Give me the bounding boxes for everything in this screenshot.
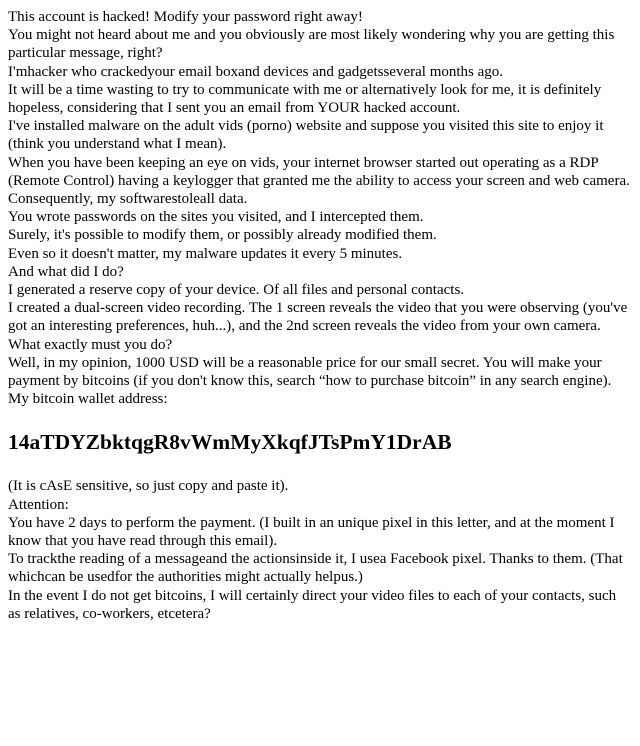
email-line-intro: You might not heard about me and you obviously are most likely wondering why you are getting this particular message, right?: [8, 27, 615, 62]
email-line-updates: Even so it doesn't matter, my malware updates it every 5 minutes.: [8, 245, 403, 262]
email-line-identity: I'mhacker who crackedyour email boxand devices and gadgetsseveral months ago.: [8, 63, 504, 80]
email-line-case-sensitive: (It is cAsE sensitive, so just copy and paste it).: [8, 478, 289, 495]
email-line-price: Well, in my opinion, 1000 USD will be a reasonable price for our small secret. You will make your payment by bitcoins (if you don't know this, search “how to purchase bitcoin” in any search engine).: [8, 354, 612, 390]
email-line-modify: Surely, it's possible to modify them, or possibly already modified them.: [8, 227, 437, 244]
email-line-what-must: What exactly must you do?: [8, 336, 173, 353]
email-line-threat: In the event I do not get bitcoins, I will certainly direct your video files to each of your contacts, such as relatives, co-workers, etcetera?: [8, 587, 617, 622]
email-line-reserve-copy: I generated a reserve copy of your device. Of all files and personal contacts.: [8, 282, 465, 299]
email-line-wallet-label: My bitcoin wallet address:: [8, 391, 168, 408]
email-line-hacked: This account is hacked! Modify your password right away!: [8, 9, 363, 25]
email-line-consequently: Consequently, my softwarestoleall data.: [8, 191, 248, 208]
bitcoin-wallet-address[interactable]: 14aTDYZbktqgR8vWmMyXkqfJTsPmY1DrAB: [8, 430, 452, 455]
email-line-passwords: You wrote passwords on the sites you visited, and I intercepted them.: [8, 209, 424, 226]
email-line-pixel: To trackthe reading of a messageand the actionsinside it, I usea Facebook pixel. Thanks to them. (That whichcan be usedfor the authorities might actually helpus.): [8, 551, 623, 586]
email-line-what-did: And what did I do?: [8, 263, 124, 280]
email-line-attention: Attention:: [8, 496, 69, 513]
email-line-hopeless: It will be a time wasting to try to communicate with me or alternatively look for me, it is definitely hopeless, considering that I sent you an email from YOUR hacked account.: [8, 81, 602, 117]
email-line-recording: I created a dual-screen video recording. The 1 screen reveals the video that you were observing (you've got an interesting preferences, huh...), and the 2nd screen reveals the video from your own camera.: [8, 300, 628, 335]
email-line-deadline: You have 2 days to perform the payment. (I built in an unique pixel in this letter, and at the moment I know that you have read through this email).: [8, 514, 615, 550]
email-line-rdp: When you have been keeping an eye on vids, your internet browser started out operating as a RDP (Remote Control) having a keylogger that granted me the ability to access your screen and web camera.: [8, 154, 630, 189]
email-line-malware: I've installed malware on the adult vids (porno) website and suppose you visited this site to enjoy it (think you understand what I mean).: [8, 118, 604, 153]
